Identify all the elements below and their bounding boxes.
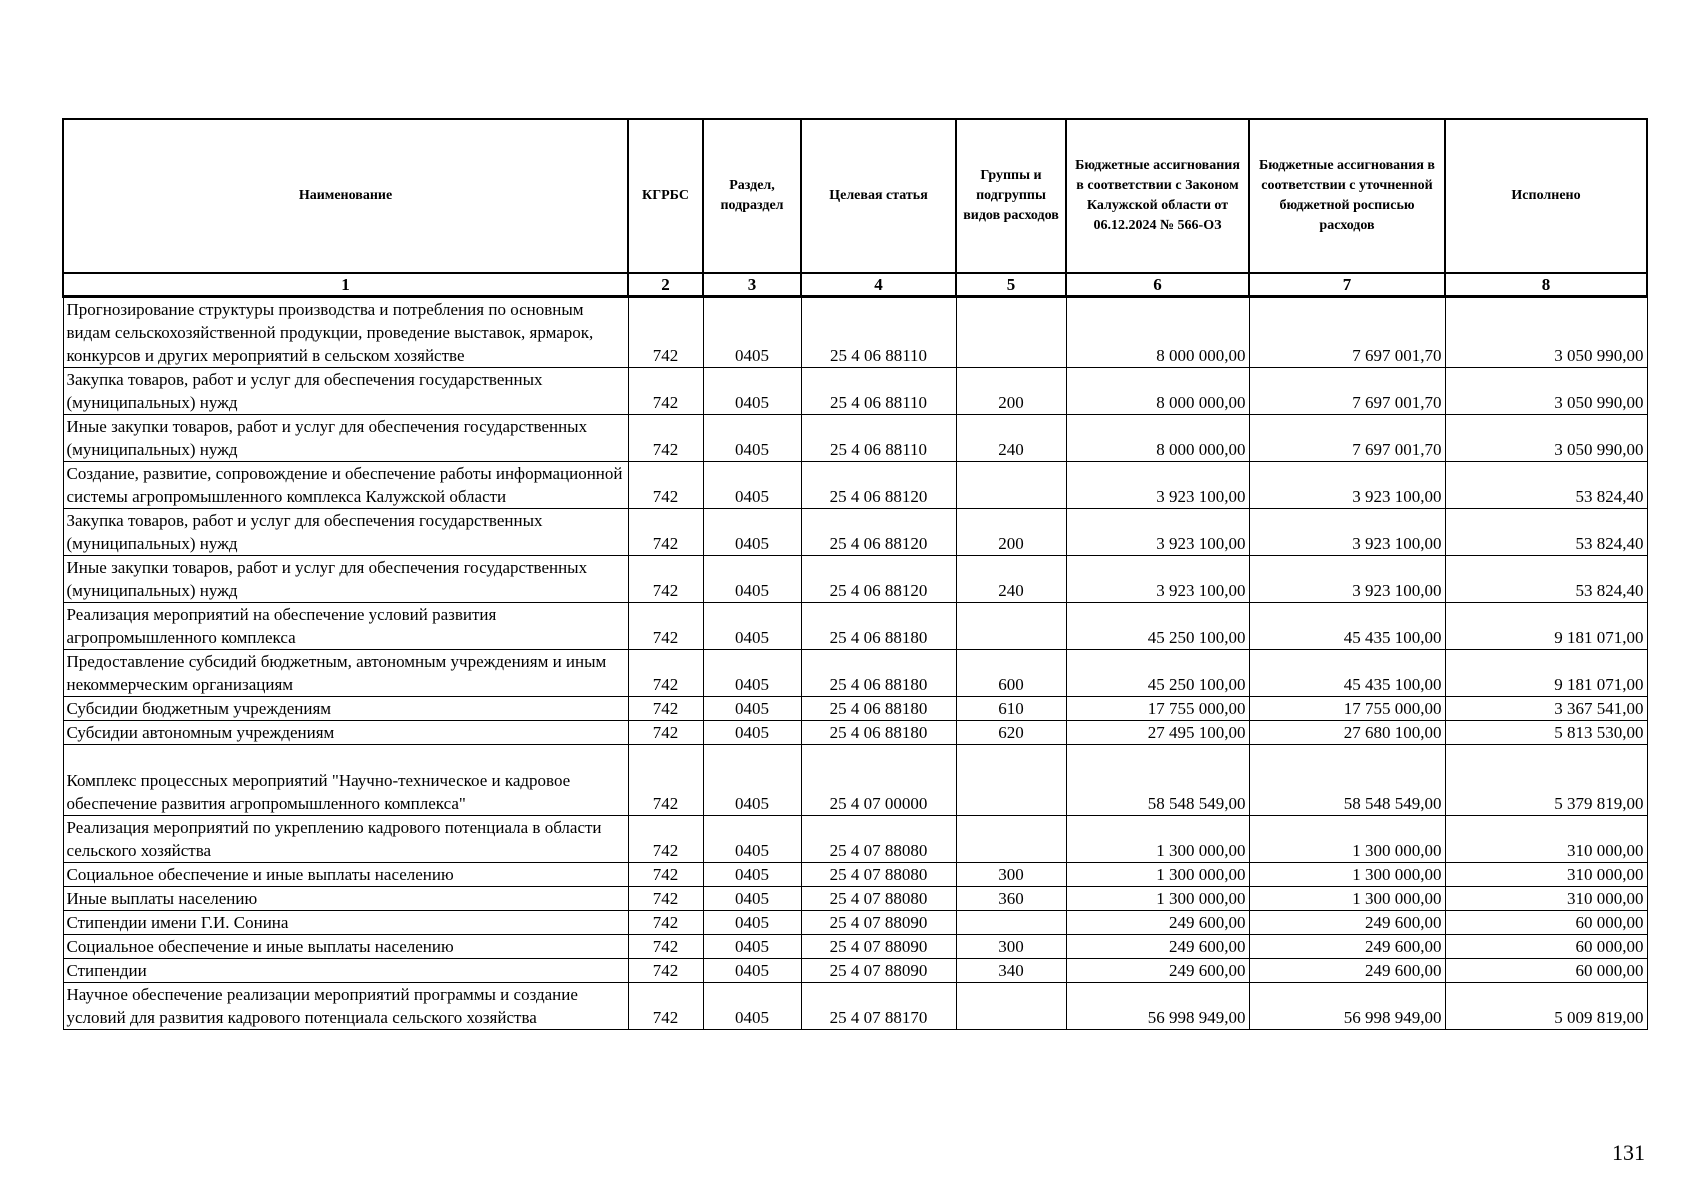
table-row bbox=[63, 721, 1647, 745]
cell-section: 0405 bbox=[703, 745, 801, 816]
cell-name: Предоставление субсидий бюджетным, автономным учреждениям и иным некоммерческим организациям bbox=[63, 650, 628, 697]
cell-kgrbs: 742 bbox=[628, 603, 703, 650]
header-section: Раздел, подраздел bbox=[703, 119, 801, 273]
table-row bbox=[63, 863, 1647, 887]
cell-executed: 5 813 530,00 bbox=[1445, 721, 1647, 745]
cell-section: 0405 bbox=[703, 959, 801, 983]
header-target-article: Целевая статья bbox=[801, 119, 956, 273]
cell-expense-group bbox=[956, 983, 1066, 1030]
cell-name: Иные закупки товаров, работ и услуг для обеспечения государственных (муниципальных) нужд bbox=[63, 415, 628, 462]
cell-executed: 60 000,00 bbox=[1445, 935, 1647, 959]
cell-name: Социальное обеспечение и иные выплаты населению bbox=[63, 935, 628, 959]
cell-law-appropriations: 45 250 100,00 bbox=[1066, 603, 1249, 650]
cell-target-article: 25 4 07 88090 bbox=[801, 935, 956, 959]
cell-executed: 310 000,00 bbox=[1445, 816, 1647, 863]
cell-law-appropriations: 8 000 000,00 bbox=[1066, 415, 1249, 462]
cell-kgrbs: 742 bbox=[628, 911, 703, 935]
cell-refined-appropriations: 249 600,00 bbox=[1249, 959, 1445, 983]
cell-target-article: 25 4 06 88180 bbox=[801, 697, 956, 721]
cell-expense-group: 610 bbox=[956, 697, 1066, 721]
cell-refined-appropriations: 7 697 001,70 bbox=[1249, 415, 1445, 462]
table-row bbox=[63, 368, 1647, 415]
cell-refined-appropriations: 1 300 000,00 bbox=[1249, 887, 1445, 911]
column-number: 8 bbox=[1445, 273, 1647, 297]
cell-kgrbs: 742 bbox=[628, 368, 703, 415]
table-row bbox=[63, 911, 1647, 935]
cell-name: Субсидии бюджетным учреждениям bbox=[63, 697, 628, 721]
cell-section: 0405 bbox=[703, 603, 801, 650]
cell-kgrbs: 742 bbox=[628, 935, 703, 959]
table-row bbox=[63, 556, 1647, 603]
cell-section: 0405 bbox=[703, 415, 801, 462]
cell-section: 0405 bbox=[703, 556, 801, 603]
table-row bbox=[63, 816, 1647, 863]
cell-expense-group: 620 bbox=[956, 721, 1066, 745]
cell-expense-group bbox=[956, 462, 1066, 509]
cell-target-article: 25 4 07 88080 bbox=[801, 863, 956, 887]
cell-expense-group bbox=[956, 911, 1066, 935]
cell-section: 0405 bbox=[703, 935, 801, 959]
cell-law-appropriations: 17 755 000,00 bbox=[1066, 697, 1249, 721]
cell-target-article: 25 4 06 88180 bbox=[801, 650, 956, 697]
cell-section: 0405 bbox=[703, 368, 801, 415]
cell-kgrbs: 742 bbox=[628, 745, 703, 816]
cell-target-article: 25 4 07 00000 bbox=[801, 745, 956, 816]
cell-refined-appropriations: 1 300 000,00 bbox=[1249, 863, 1445, 887]
cell-name: Прогнозирование структуры производства и потребления по основным видам сельскохозяйственной продукции, проведение выставок, ярмарок, конкурсов и других мероприятий в сельском хозяйстве bbox=[63, 297, 628, 368]
cell-target-article: 25 4 06 88120 bbox=[801, 462, 956, 509]
column-number: 5 bbox=[956, 273, 1066, 297]
cell-refined-appropriations: 249 600,00 bbox=[1249, 935, 1445, 959]
cell-refined-appropriations: 3 923 100,00 bbox=[1249, 509, 1445, 556]
cell-kgrbs: 742 bbox=[628, 816, 703, 863]
cell-law-appropriations: 249 600,00 bbox=[1066, 935, 1249, 959]
cell-executed: 9 181 071,00 bbox=[1445, 603, 1647, 650]
cell-law-appropriations: 249 600,00 bbox=[1066, 911, 1249, 935]
cell-executed: 5 379 819,00 bbox=[1445, 745, 1647, 816]
cell-refined-appropriations: 17 755 000,00 bbox=[1249, 697, 1445, 721]
cell-name: Стипендии имени Г.И. Сонина bbox=[63, 911, 628, 935]
table-row bbox=[63, 297, 1647, 368]
header-kgrbs: КГРБС bbox=[628, 119, 703, 273]
cell-name: Реализация мероприятий по укреплению кадрового потенциала в области сельского хозяйства bbox=[63, 816, 628, 863]
cell-refined-appropriations: 3 923 100,00 bbox=[1249, 462, 1445, 509]
cell-section: 0405 bbox=[703, 462, 801, 509]
cell-expense-group bbox=[956, 816, 1066, 863]
cell-law-appropriations: 1 300 000,00 bbox=[1066, 887, 1249, 911]
cell-name: Иные закупки товаров, работ и услуг для обеспечения государственных (муниципальных) нужд bbox=[63, 556, 628, 603]
cell-target-article: 25 4 07 88090 bbox=[801, 959, 956, 983]
cell-expense-group bbox=[956, 297, 1066, 368]
table-body bbox=[63, 297, 1647, 1030]
cell-executed: 3 050 990,00 bbox=[1445, 415, 1647, 462]
cell-target-article: 25 4 06 88110 bbox=[801, 368, 956, 415]
cell-expense-group bbox=[956, 603, 1066, 650]
cell-section: 0405 bbox=[703, 721, 801, 745]
cell-name: Закупка товаров, работ и услуг для обеспечения государственных (муниципальных) нужд bbox=[63, 368, 628, 415]
cell-executed: 3 050 990,00 bbox=[1445, 297, 1647, 368]
cell-kgrbs: 742 bbox=[628, 959, 703, 983]
table-row bbox=[63, 935, 1647, 959]
cell-expense-group: 240 bbox=[956, 556, 1066, 603]
cell-law-appropriations: 1 300 000,00 bbox=[1066, 816, 1249, 863]
cell-target-article: 25 4 07 88090 bbox=[801, 911, 956, 935]
header-law-appropriations: Бюджетные ассигнования в соответствии с Законом Калужской области от 06.12.2024 № 566-ОЗ bbox=[1066, 119, 1249, 273]
cell-name: Реализация мероприятий на обеспечение условий развития агропромышленного комплекса bbox=[63, 603, 628, 650]
cell-refined-appropriations: 3 923 100,00 bbox=[1249, 556, 1445, 603]
cell-kgrbs: 742 bbox=[628, 721, 703, 745]
cell-name: Иные выплаты населению bbox=[63, 887, 628, 911]
table-row bbox=[63, 983, 1647, 1030]
cell-target-article: 25 4 06 88110 bbox=[801, 415, 956, 462]
cell-expense-group: 240 bbox=[956, 415, 1066, 462]
cell-section: 0405 bbox=[703, 297, 801, 368]
cell-law-appropriations: 3 923 100,00 bbox=[1066, 509, 1249, 556]
cell-kgrbs: 742 bbox=[628, 863, 703, 887]
cell-refined-appropriations: 45 435 100,00 bbox=[1249, 603, 1445, 650]
cell-executed: 3 367 541,00 bbox=[1445, 697, 1647, 721]
cell-executed: 53 824,40 bbox=[1445, 556, 1647, 603]
column-number-row bbox=[63, 273, 1647, 297]
cell-kgrbs: 742 bbox=[628, 462, 703, 509]
cell-law-appropriations: 27 495 100,00 bbox=[1066, 721, 1249, 745]
column-number: 3 bbox=[703, 273, 801, 297]
header-refined-appropriations: Бюджетные ассигнования в соответствии с уточненной бюджетной росписью расходов bbox=[1249, 119, 1445, 273]
cell-law-appropriations: 56 998 949,00 bbox=[1066, 983, 1249, 1030]
cell-law-appropriations: 8 000 000,00 bbox=[1066, 297, 1249, 368]
cell-target-article: 25 4 06 88180 bbox=[801, 721, 956, 745]
cell-target-article: 25 4 06 88120 bbox=[801, 556, 956, 603]
cell-executed: 53 824,40 bbox=[1445, 462, 1647, 509]
cell-kgrbs: 742 bbox=[628, 697, 703, 721]
cell-kgrbs: 742 bbox=[628, 983, 703, 1030]
table-row bbox=[63, 959, 1647, 983]
cell-executed: 60 000,00 bbox=[1445, 959, 1647, 983]
cell-law-appropriations: 1 300 000,00 bbox=[1066, 863, 1249, 887]
column-number: 2 bbox=[628, 273, 703, 297]
cell-refined-appropriations: 45 435 100,00 bbox=[1249, 650, 1445, 697]
cell-law-appropriations: 249 600,00 bbox=[1066, 959, 1249, 983]
header-executed: Исполнено bbox=[1445, 119, 1647, 273]
cell-law-appropriations: 3 923 100,00 bbox=[1066, 556, 1249, 603]
column-number: 6 bbox=[1066, 273, 1249, 297]
cell-refined-appropriations: 27 680 100,00 bbox=[1249, 721, 1445, 745]
cell-target-article: 25 4 06 88120 bbox=[801, 509, 956, 556]
cell-kgrbs: 742 bbox=[628, 509, 703, 556]
cell-expense-group: 300 bbox=[956, 935, 1066, 959]
cell-name: Комплекс процессных мероприятий "Научно-техническое и кадровое обеспечение развития агропромышленного комплекса" bbox=[63, 745, 628, 816]
cell-expense-group: 360 bbox=[956, 887, 1066, 911]
table-row bbox=[63, 509, 1647, 556]
column-number: 4 bbox=[801, 273, 956, 297]
cell-section: 0405 bbox=[703, 983, 801, 1030]
cell-refined-appropriations: 58 548 549,00 bbox=[1249, 745, 1445, 816]
cell-expense-group: 200 bbox=[956, 368, 1066, 415]
header-name: Наименование bbox=[63, 119, 628, 273]
cell-name: Создание, развитие, сопровождение и обеспечение работы информационной системы агропромышленного комплекса Калужской области bbox=[63, 462, 628, 509]
cell-kgrbs: 742 bbox=[628, 887, 703, 911]
cell-refined-appropriations: 56 998 949,00 bbox=[1249, 983, 1445, 1030]
cell-expense-group: 340 bbox=[956, 959, 1066, 983]
cell-section: 0405 bbox=[703, 863, 801, 887]
cell-expense-group: 300 bbox=[956, 863, 1066, 887]
cell-name: Стипендии bbox=[63, 959, 628, 983]
cell-law-appropriations: 45 250 100,00 bbox=[1066, 650, 1249, 697]
cell-section: 0405 bbox=[703, 650, 801, 697]
cell-law-appropriations: 8 000 000,00 bbox=[1066, 368, 1249, 415]
cell-executed: 310 000,00 bbox=[1445, 887, 1647, 911]
cell-name: Научное обеспечение реализации мероприятий программы и создание условий для развития кадрового потенциала сельского хозяйства bbox=[63, 983, 628, 1030]
cell-refined-appropriations: 249 600,00 bbox=[1249, 911, 1445, 935]
table-row bbox=[63, 650, 1647, 697]
table-row bbox=[63, 697, 1647, 721]
header-row bbox=[63, 119, 1647, 273]
cell-target-article: 25 4 07 88080 bbox=[801, 887, 956, 911]
cell-section: 0405 bbox=[703, 509, 801, 556]
cell-refined-appropriations: 1 300 000,00 bbox=[1249, 816, 1445, 863]
cell-executed: 9 181 071,00 bbox=[1445, 650, 1647, 697]
cell-executed: 5 009 819,00 bbox=[1445, 983, 1647, 1030]
cell-kgrbs: 742 bbox=[628, 415, 703, 462]
cell-executed: 3 050 990,00 bbox=[1445, 368, 1647, 415]
page-number: 131 bbox=[1612, 1140, 1645, 1165]
cell-target-article: 25 4 07 88080 bbox=[801, 816, 956, 863]
cell-law-appropriations: 3 923 100,00 bbox=[1066, 462, 1249, 509]
cell-target-article: 25 4 06 88180 bbox=[801, 603, 956, 650]
column-number: 7 bbox=[1249, 273, 1445, 297]
cell-expense-group: 200 bbox=[956, 509, 1066, 556]
table-row bbox=[63, 745, 1647, 816]
cell-expense-group bbox=[956, 745, 1066, 816]
cell-refined-appropriations: 7 697 001,70 bbox=[1249, 368, 1445, 415]
cell-section: 0405 bbox=[703, 697, 801, 721]
cell-name: Закупка товаров, работ и услуг для обеспечения государственных (муниципальных) нужд bbox=[63, 509, 628, 556]
cell-section: 0405 bbox=[703, 911, 801, 935]
cell-expense-group: 600 bbox=[956, 650, 1066, 697]
cell-executed: 53 824,40 bbox=[1445, 509, 1647, 556]
cell-section: 0405 bbox=[703, 816, 801, 863]
cell-target-article: 25 4 07 88170 bbox=[801, 983, 956, 1030]
table-row bbox=[63, 603, 1647, 650]
table-row bbox=[63, 462, 1647, 509]
budget-execution-table bbox=[62, 118, 1648, 1030]
column-number: 1 bbox=[63, 273, 628, 297]
cell-executed: 310 000,00 bbox=[1445, 863, 1647, 887]
cell-refined-appropriations: 7 697 001,70 bbox=[1249, 297, 1445, 368]
cell-target-article: 25 4 06 88110 bbox=[801, 297, 956, 368]
table-row bbox=[63, 887, 1647, 911]
cell-law-appropriations: 58 548 549,00 bbox=[1066, 745, 1249, 816]
cell-name: Социальное обеспечение и иные выплаты населению bbox=[63, 863, 628, 887]
cell-kgrbs: 742 bbox=[628, 650, 703, 697]
cell-section: 0405 bbox=[703, 887, 801, 911]
cell-executed: 60 000,00 bbox=[1445, 911, 1647, 935]
cell-kgrbs: 742 bbox=[628, 297, 703, 368]
header-expense-group: Группы и подгруппы видов расходов bbox=[956, 119, 1066, 273]
cell-name: Субсидии автономным учреждениям bbox=[63, 721, 628, 745]
cell-kgrbs: 742 bbox=[628, 556, 703, 603]
table-row bbox=[63, 415, 1647, 462]
